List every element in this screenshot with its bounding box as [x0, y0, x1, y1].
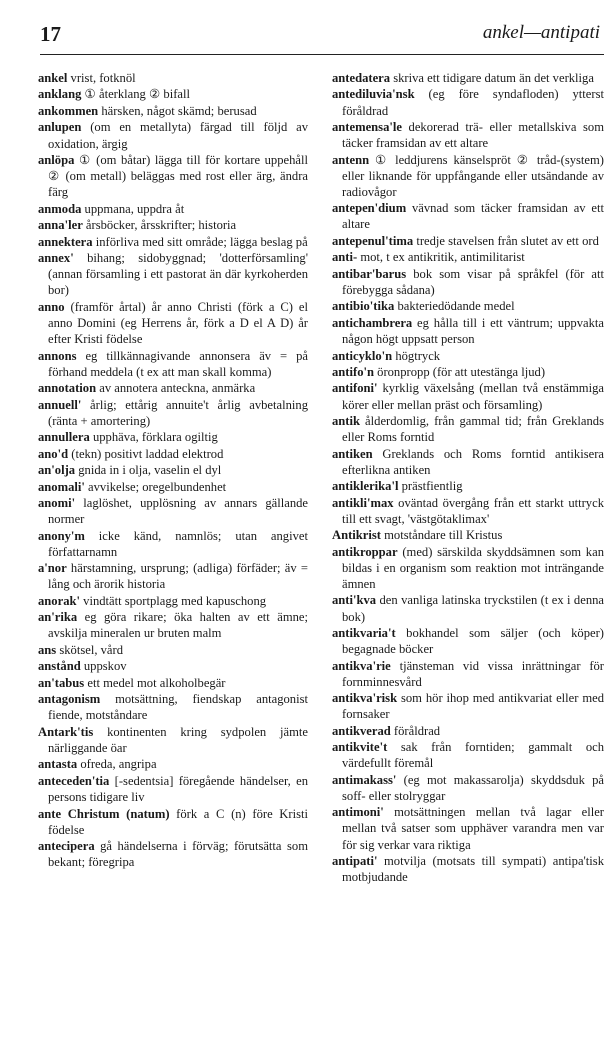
dictionary-entry: [38, 806, 308, 838]
headword: anti-: [332, 250, 358, 265]
headword: antenn: [332, 152, 370, 167]
dictionary-entry: [332, 70, 604, 86]
dictionary-entry: [332, 658, 604, 690]
definition: förk a C (n) före Kristi födelse: [48, 806, 308, 837]
headword: antikverad: [332, 723, 391, 738]
headword: antiklerika'l: [332, 479, 399, 494]
dictionary-entry: [38, 560, 308, 592]
dictionary-entry: [332, 266, 604, 298]
definition: uppskov: [80, 659, 127, 674]
headword: annullera: [38, 430, 90, 445]
dictionary-entry: [332, 495, 604, 527]
definition: öronpropp (för att utestänga ljud): [374, 364, 546, 379]
dictionary-entry: [38, 462, 308, 478]
headword: ankommen: [38, 103, 99, 118]
dictionary-entry: [38, 724, 308, 756]
definition: härstamning, ursprung; (adliga) förfäder; äv = lång och ärorik historia: [48, 561, 308, 592]
definition: [-sedentsia] föregående händelser, en persons tidigare liv: [48, 773, 308, 805]
dictionary-entry: [38, 217, 308, 233]
definition: gnida in i olja, vaselin el dyl: [75, 463, 222, 478]
headword: ante Christum (natum): [38, 806, 170, 821]
dictionary-entry: [332, 119, 604, 151]
definition: sak från forntiden; gammalt och värdefullt föremål: [342, 740, 604, 771]
dictionary-entry: [332, 772, 604, 804]
headword: antimoni': [332, 805, 384, 820]
definition: (om en metallyta) färgad till följd av oxidation, ärgig: [48, 120, 308, 151]
headword: anomali': [38, 479, 85, 494]
definition: årsböcker, årsskrifter; historia: [82, 218, 237, 233]
definition: ett medel mot alkoholbegär: [84, 675, 226, 690]
definition: härsken, något skämd; berusad: [98, 103, 257, 118]
headword: anstånd: [38, 659, 81, 674]
definition: laglöshet, upplösning av annars gällande normer: [48, 496, 308, 527]
definition: mot, t ex antikritik, antimilitarist: [357, 250, 525, 265]
definition: av annotera anteckna, anmärka: [96, 381, 256, 396]
definition: motsättningen mellan två lagar eller mellan två satser som upphäver varandra men var för sig verkar vara riktiga: [342, 805, 604, 852]
definition: tjänsteman vid vissa inrättningar för fornminnesvård: [342, 658, 604, 689]
right-column: [332, 70, 604, 886]
headword: antipati': [332, 854, 378, 869]
headword: antedatera: [332, 71, 391, 85]
definition: eg göra rikare; öka halten av ett ämne; avskilja mineralen ur bruten malm: [48, 610, 308, 641]
dictionary-entry: [38, 348, 308, 380]
definition: bakteriedödande medel: [394, 299, 515, 314]
headword: antichambrera: [332, 315, 413, 330]
headword: antifoni': [332, 381, 378, 396]
definition: ① återklang ② bifall: [81, 87, 191, 102]
definition: årlig; ettårig annuite't årlig avbetalning (ränta + amortering): [48, 397, 308, 428]
dictionary-entry: [38, 528, 308, 560]
definition: prästfientlig: [398, 479, 463, 494]
headword: annex': [38, 251, 74, 266]
headword: anticyklo'n: [332, 348, 393, 363]
dictionary-entry: [38, 773, 308, 805]
headword: Antikrist: [332, 528, 381, 543]
definition: dekorerad trä- eller metallskiva som täcker framsidan av ett altare: [342, 120, 604, 151]
headword: ans: [38, 642, 57, 657]
dictionary-entry: [38, 201, 308, 217]
definition: eg tillkännagivande annonsera äv = på förhand meddela (t ex att man skall komma): [48, 348, 308, 379]
headword: antimakass': [332, 772, 397, 787]
dictionary-entry: [332, 315, 604, 347]
dictionary-entry: [38, 234, 308, 250]
definition: (framför årtal) år anno Christi (förk a C) el anno Domini (eg Herrens år, förk a D el A D) år efter Kristi födelse: [48, 299, 308, 347]
headword: annuell': [38, 397, 82, 412]
definition: icke känd, namnlös; utan angivet författarnamn: [48, 528, 308, 559]
headword: ano'd: [38, 446, 69, 461]
headword: anklang: [38, 87, 82, 102]
headword: anmoda: [38, 201, 82, 216]
headword: antik: [332, 414, 360, 429]
definition: oväntad övergång från ett starkt uttryck till ett svagt, 'västgötaklimax': [342, 495, 604, 526]
dictionary-entry: [332, 380, 604, 412]
dictionary-entry: [332, 723, 604, 739]
dictionary-entry: [332, 200, 604, 232]
dictionary-entry: [332, 853, 604, 885]
definition: bihang; sidobyggnad; 'dotterförsamling' (annan församling i ett pastorat än där kyrkoherden bor): [48, 251, 308, 298]
dictionary-entry: [332, 527, 604, 543]
dictionary-entry: [332, 739, 604, 771]
dictionary-entry: [38, 299, 308, 347]
dictionary-entry: [38, 642, 308, 658]
definition: vindtätt sportplagg med kapuschong: [80, 593, 267, 608]
page-number: 17: [40, 22, 61, 46]
dictionary-entry: [38, 675, 308, 691]
definition: vrist, fotknöl: [67, 71, 136, 85]
definition: skötsel, vård: [56, 642, 124, 657]
headword: antasta: [38, 757, 78, 772]
dictionary-entry: [38, 86, 308, 102]
header-rule: [40, 54, 604, 55]
dictionary-entry: [332, 152, 604, 200]
definition: uppmana, uppdra åt: [81, 201, 185, 216]
headword: antikvaria't: [332, 626, 396, 640]
headword: Antark'tis: [38, 724, 94, 739]
headword: anti'kva: [332, 593, 377, 608]
headword: a'nor: [38, 561, 67, 576]
headword: anlupen: [38, 120, 82, 135]
headword: anorak': [38, 593, 80, 608]
definition: (eg mot makassarolja) skyddsduk på soff- eller stolryggar: [342, 772, 604, 803]
definition: högtryck: [392, 348, 441, 363]
dictionary-entry: [332, 690, 604, 722]
dictionary-entry: [38, 495, 308, 527]
definition: vävnad som täcker framsidan av ett altare: [342, 201, 604, 232]
dictionary-entry: [332, 233, 604, 249]
dictionary-entry: [332, 86, 604, 118]
dictionary-entry: [38, 609, 308, 641]
definition: motsättning, fiendskap antagonist fiende, motståndare: [48, 692, 308, 723]
dictionary-entry: [38, 70, 308, 86]
dictionary-entry: [332, 298, 604, 314]
definition: kyrklig växelsång (mellan två enstämmiga körer eller mellan präst och församling): [342, 381, 604, 412]
headword: anomi': [38, 496, 76, 511]
definition: (med) särskilda skyddsämnen som kan bildas i en organism som reaktion mot inträngande ämnen: [342, 544, 604, 591]
headword: antepenul'tima: [332, 233, 414, 248]
headword: antikva'rie: [332, 658, 391, 673]
headword: antikvite't: [332, 740, 388, 755]
definition: eg hålla till i ett väntrum; uppvakta någon högt uppsatt person: [342, 315, 604, 347]
headword: ankel: [38, 71, 68, 85]
definition: kontinenten kring sydpolen jämte närliggande öar: [48, 724, 308, 755]
headword: an'rika: [38, 610, 78, 625]
headword: anna'ler: [38, 218, 83, 233]
headword: antikroppar: [332, 544, 398, 559]
definition: ålderdomlig, från gammal tid; från Greklands eller Roms forntid: [342, 414, 604, 445]
dictionary-entry: [332, 446, 604, 478]
headword: antibar'barus: [332, 266, 407, 281]
dictionary-entry: [38, 593, 308, 609]
dictionary-entry: [38, 838, 308, 870]
running-head: ankel—antipati: [482, 22, 600, 43]
definition: (tekn) positivt laddad elektrod: [68, 446, 224, 461]
dictionary-entry: [38, 446, 308, 462]
definition: motvilja (motsats till sympati) antipa'tisk motbjudande: [342, 854, 604, 885]
left-column: [38, 70, 308, 871]
headword: an'tabus: [38, 675, 85, 690]
headword: antiken: [332, 446, 373, 461]
dictionary-entry: [38, 479, 308, 495]
page-header: [40, 16, 600, 48]
definition: ① leddjurens känselspröt ② tråd-(system) eller liknande för uppfångande eller utsändande av radiovågor: [342, 152, 604, 199]
dictionary-entry: [38, 756, 308, 772]
dictionary-entry: [38, 119, 308, 151]
definition: motståndare till Kristus: [380, 528, 503, 543]
headword: anteceden'tia: [38, 773, 110, 788]
dictionary-entry: [38, 380, 308, 396]
dictionary-entry: [332, 804, 604, 852]
dictionary-entry: [38, 691, 308, 723]
headword: an'olja: [38, 463, 76, 478]
headword: antibio'tika: [332, 299, 395, 314]
headword: antikli'max: [332, 495, 394, 510]
definition: införliva med sitt område; lägga beslag på: [92, 234, 308, 249]
headword: antediluvia'nsk: [332, 87, 415, 102]
definition: bokhandel som säljer (och köper) begagnade böcker: [342, 626, 604, 657]
dictionary-entry: [332, 249, 604, 265]
dictionary-entry: [38, 152, 308, 200]
headword: anlöpa: [38, 153, 75, 168]
definition: den vanliga latinska tryckstilen (t ex i denna bok): [342, 593, 604, 624]
dictionary-entry: [332, 413, 604, 445]
dictionary-entry: [38, 397, 308, 429]
definition: ofreda, angripa: [77, 757, 157, 772]
definition: Greklands och Roms forntid antikisera efterlikna antiken: [342, 446, 604, 477]
dictionary-entry: [38, 250, 308, 298]
definition: bok som visar på språkfel (för att förebygga sådana): [342, 266, 604, 297]
dictionary-entry: [332, 544, 604, 592]
definition: tredje stavelsen från slutet av ett ord: [413, 233, 599, 248]
definition: ① (om båtar) lägga till för kortare uppehåll ② (om metall) beläggas med rost eller ärg, ändra färg: [48, 153, 308, 200]
headword: antemensa'le: [332, 120, 402, 135]
headword: anno: [38, 299, 65, 314]
definition: gå händelserna i förväg; förutsätta som bekant; föregripa: [48, 839, 308, 870]
definition: föråldrad: [390, 723, 441, 738]
dictionary-entry: [332, 478, 604, 494]
dictionary-entry: [332, 592, 604, 624]
headword: antagonism: [38, 692, 101, 707]
headword: antecipera: [38, 839, 95, 854]
headword: antifo'n: [332, 364, 374, 379]
headword: annektera: [38, 234, 93, 249]
headword: anony'm: [38, 528, 85, 543]
dictionary-entry: [332, 364, 604, 380]
definition: avvikelse; oregelbundenhet: [84, 479, 227, 494]
dictionary-entry: [332, 348, 604, 364]
headword: annons: [38, 348, 77, 363]
dictionary-entry: [38, 103, 308, 119]
definition: upphäva, förklara ogiltig: [89, 430, 218, 445]
dictionary-entry: [38, 429, 308, 445]
dictionary-entry: [332, 625, 604, 657]
headword: annotation: [38, 381, 97, 396]
definition: som hör ihop med antikvariat eller med fornsaker: [342, 691, 604, 722]
definition: (eg före syndafloden) ytterst föråldrad: [342, 87, 604, 118]
definition: skriva ett tidigare datum än det verkliga: [390, 71, 594, 85]
headword: antikva'risk: [332, 691, 398, 706]
dictionary-entry: [38, 658, 308, 674]
headword: antepen'dium: [332, 201, 407, 216]
